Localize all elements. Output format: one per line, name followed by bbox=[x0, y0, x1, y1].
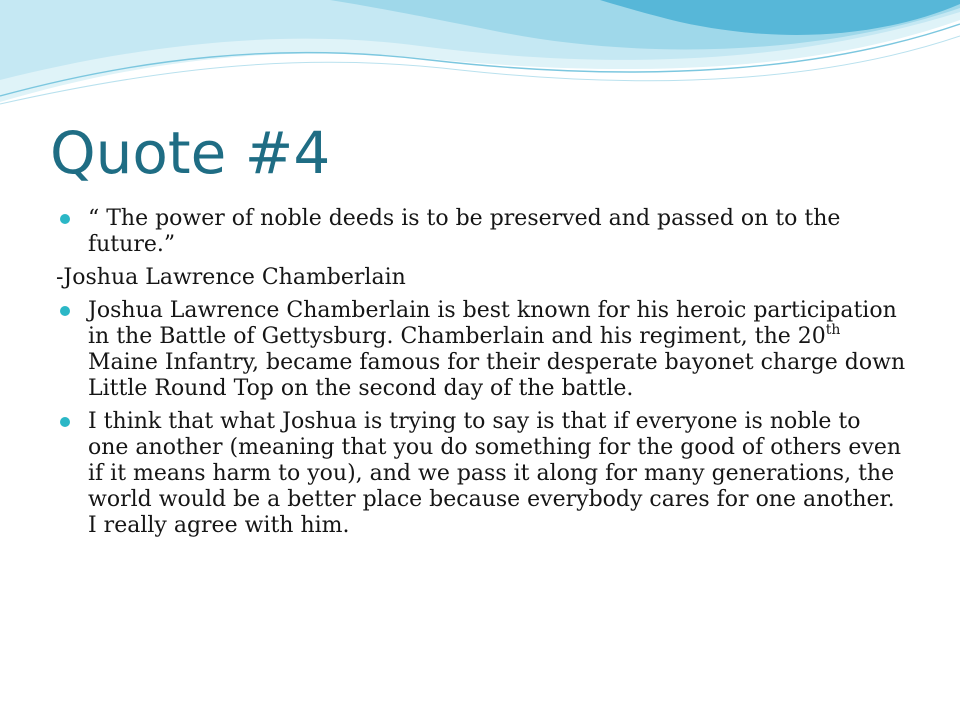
bullet-icon bbox=[60, 417, 70, 427]
bullet-icon bbox=[60, 214, 70, 224]
quote-attribution: -Joshua Lawrence Chamberlain bbox=[56, 265, 406, 290]
bio-item bbox=[56, 298, 906, 402]
slide-title: Quote #4 bbox=[50, 119, 331, 187]
bullet-icon bbox=[60, 306, 70, 316]
quote-text: “ The power of noble deeds is to be preserved and passed on to the future.” bbox=[88, 206, 841, 257]
header-wave-decoration bbox=[0, 0, 960, 120]
opinion-item bbox=[56, 409, 906, 539]
bio-text-part2: Maine Infantry, became famous for their desperate bayonet charge down Little Round Top on the second day of the battle. bbox=[88, 350, 906, 401]
bio-text-part1: Joshua Lawrence Chamberlain is best known for his heroic participation in the Battle of Gettysburg. Chamberlain and his regiment, the 20 bbox=[88, 298, 897, 349]
slide-body bbox=[56, 206, 906, 546]
quote-item bbox=[56, 206, 906, 258]
opinion-text: I think that what Joshua is trying to say is that if everyone is noble to one another (meaning that you do something for the good of others even if it means harm to you), and we pass it along for many generations, the world would be a better place because everybody cares for one another. I really agree with him. bbox=[88, 409, 902, 538]
ordinal-suffix: th bbox=[825, 322, 841, 338]
